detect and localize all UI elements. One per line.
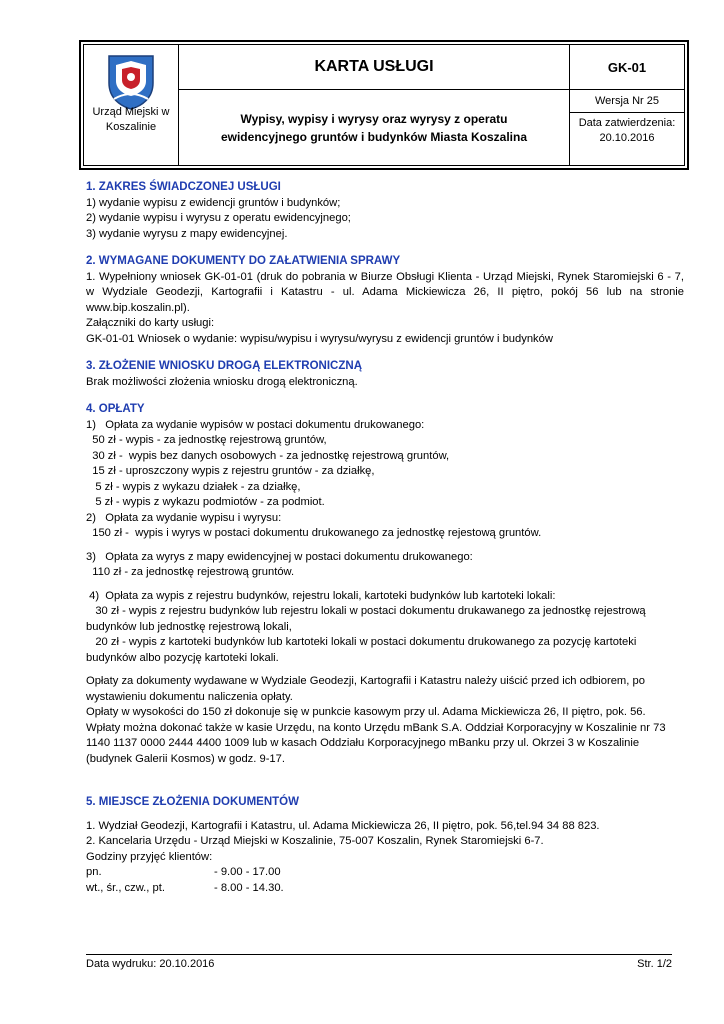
payment-note: Opłaty za dokumenty wydawane w Wydziale Geodezji, Kartografii i Katastru należy uiścić przed ich odbiorem, po wystawieniu dokumentu naliczenia opłaty. — [86, 675, 645, 703]
s1-item: 3) wydanie wyrysu z mapy ewidencyjnej. — [86, 227, 288, 240]
title-cell — [179, 45, 570, 165]
section-1-heading: 1. ZAKRES ŚWIADCZONEJ USŁUGI — [86, 181, 281, 193]
hours-row — [86, 881, 684, 897]
header-table — [79, 40, 689, 170]
service-title — [179, 90, 569, 165]
fee-line: 30 zł - wypis z rejestru budynków lub rejestru lokali w postaci dokumentu drukawanego za jednostkę rejestrową budynków lub jednostkę rejestrową lokali, — [86, 605, 649, 633]
logo-cell — [84, 45, 179, 165]
s2-attachment: GK-01-01 Wniosek o wydanie: wypisu/wypisu i wyrysu/wyrysu z ewidencji gruntów i budynków — [86, 332, 553, 345]
page-footer — [86, 954, 672, 970]
section-3-heading: 3. ZŁOŻENIE WNIOSKU DROGĄ ELEKTRONICZNĄ — [86, 360, 362, 372]
hours-label: Godziny przyjęć klientów: — [86, 850, 213, 863]
approval-label: Data zatwierdzenia: — [578, 117, 676, 129]
fee-line: 20 zł - wypis z kartoteki budynków lub kartoteki lokali w postaci dokumentu drukowanego za pozycję kartoteki budynków albo pozycję kartoteki lokali. — [86, 636, 640, 664]
header-inner — [83, 44, 685, 166]
approval-block — [570, 113, 684, 165]
card-code: GK-01 — [570, 45, 684, 90]
card-title: KARTA USŁUGI — [179, 45, 569, 90]
s3-text: Brak możliwości złożenia wniosku drogą elektroniczną. — [86, 375, 358, 388]
fee-line: 4) Opłata za wypis z rejestru budynków, rejestru lokali, kartoteki budynków lub kartoteki lokali: — [86, 589, 556, 602]
fee-line: 2) Opłata za wydanie wypisu i wyrysu: — [86, 511, 282, 524]
s2-paragraph: 1. Wypełniony wniosek GK-01-01 (druk do pobrania w Biurze Obsługi Klienta - Urząd Miejski, Rynek Staromiejski 6 - 7, w Wydziale Geodezji, Kartografii i Katastru - ul. Adama Mickiewicza 26, II piętro, pokój 56 lub na stronie www.bip.koszalin.pl). — [86, 270, 684, 314]
s1-item: 2) wydanie wypisu i wyrysu z operatu ewidencyjnego; — [86, 212, 351, 224]
approval-date: 20.10.2016 — [599, 132, 655, 144]
hours-days: wt., śr., czw., pt. — [86, 881, 165, 894]
city-crest-icon — [106, 53, 156, 111]
fee-line: 150 zł - wypis i wyrys w postaci dokumentu drukowanego za jednostkę rejestową gruntów. — [86, 527, 542, 539]
hours-time: - 9.00 - 17.00 — [214, 866, 281, 878]
section-2-heading: 2. WYMAGANE DOKUMENTY DO ZAŁATWIENIA SPRAWY — [86, 255, 401, 267]
hours-days: pn. — [86, 866, 102, 878]
fee-line: 110 zł - za jednostkę rejestrową gruntów. — [86, 566, 295, 578]
s1-item: 1) wydanie wypisu z ewidencji gruntów i budynków; — [86, 196, 341, 209]
s2-attachments-label: Załączniki do karty usługi: — [86, 317, 215, 329]
section-4-heading: 4. OPŁATY — [86, 403, 145, 415]
meta-cell — [570, 45, 684, 165]
fee-line: 30 zł - wypis bez danych osobowych - za jednostkę rejestrową gruntów, — [86, 449, 450, 462]
fee-line: 5 zł - wypis z wykazu działek - za działkę, — [86, 480, 301, 493]
print-date: Data wydruku: 20.10.2016 — [86, 958, 215, 970]
service-title-text: Wypisy, wypisy i wyrysy oraz wyrysy z operatu ewidencyjnego gruntów i budynków Miasta Koszalina — [220, 111, 528, 144]
hours-row — [86, 865, 684, 881]
fee-line: 3) Opłata za wyrys z mapy ewidencyjnej w postaci dokumentu drukowanego: — [86, 550, 473, 563]
location-line: 1. Wydział Geodezji, Kartografii i Katastru, ul. Adama Mickiewicza 26, II piętro, pok. 56,tel.94 34 88 823. — [86, 819, 600, 832]
fee-line: 15 zł - uproszczony wypis z rejestru gruntów - za działkę, — [86, 465, 375, 477]
payment-details: Opłaty w wysokości do 150 zł dokonuje się w punkcie kasowym przy ul. Adama Mickiewicza 26, II piętro, pok. 56. Wpłaty można dokonać także w kasie Urzędu, na konto Urzędu mBank S.A. Oddział Korporacyjny w Koszalinie nr 73 1140 1137 0000 2444 4400 1009 lub w kasach Oddziału Korporacyjnego mBanku przy ul. Okrzei 3 w Koszalinie (budynek Galerii Kosmos) w godz. 9-17. — [86, 706, 666, 765]
office-name: Urząd Miejski w Koszalinie — [92, 106, 170, 133]
hours-time: - 8.00 - 14.30. — [214, 881, 284, 894]
fee-line: 5 zł - wypis z wykazu podmiotów - za podmiot. — [86, 496, 325, 508]
fee-line: 1) Opłata za wydanie wypisów w postaci dokumentu drukowanego: — [86, 418, 425, 431]
document-body — [86, 180, 684, 896]
section-5-heading: 5. MIEJSCE ZŁOŻENIA DOKUMENTÓW — [86, 796, 299, 808]
location-line: 2. Kancelaria Urzędu - Urząd Miejski w Koszalinie, 75-007 Koszalin, Rynek Staromiejski 6-7. — [86, 835, 544, 847]
page-number: Str. 1/2 — [637, 958, 672, 970]
fee-line: 50 zł - wypis - za jednostkę rejestrową gruntów, — [86, 434, 327, 446]
version-label: Wersja Nr 25 — [570, 90, 684, 113]
